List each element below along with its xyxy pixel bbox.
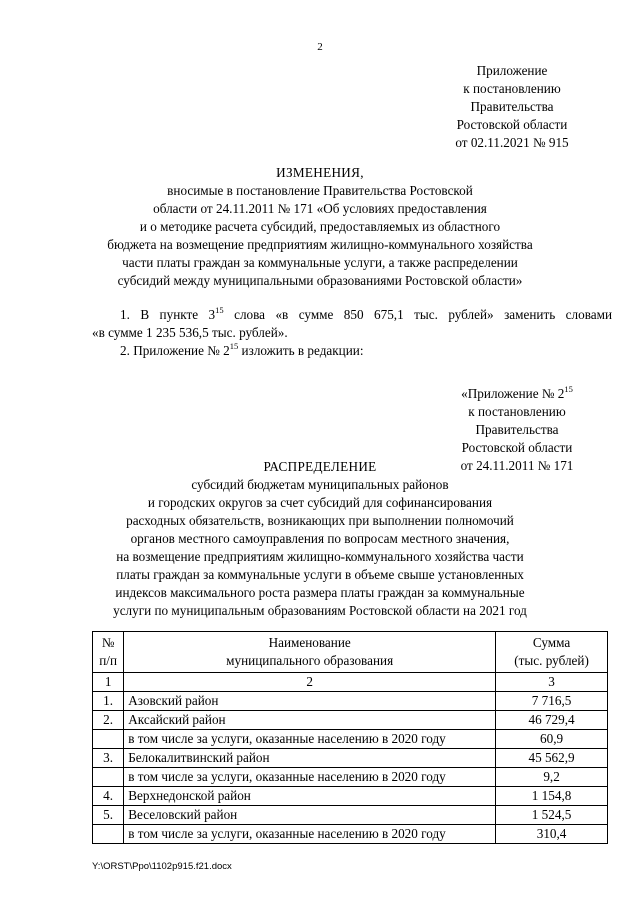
header-sum: [496, 632, 608, 673]
table-row: [93, 711, 608, 730]
row-name: Аксайский район: [124, 711, 496, 730]
paragraph-1-text-b: слова «в сумме 850 675,1 тыс. рублей» заменить словами: [223, 307, 613, 322]
paragraph-2: [92, 342, 612, 360]
distribution-line: органов местного самоуправления по вопросам местного значения,: [130, 531, 510, 546]
distribution-line: и городских округов за счет субсидий для софинансирования: [147, 495, 493, 510]
approval-block: [442, 62, 582, 152]
table-row: [93, 806, 608, 825]
appendix-line: Правительства: [475, 422, 559, 437]
row-sum: 1 524,5: [496, 806, 608, 825]
header-name: [124, 632, 496, 673]
row-number: 2.: [93, 711, 124, 730]
approval-line: Правительства: [470, 99, 554, 114]
row-name: Азовский район: [124, 692, 496, 711]
row-name: в том числе за услуги, оказанные населению в 2020 году: [124, 730, 496, 749]
approval-line: Ростовской области: [456, 117, 568, 132]
distribution-line: индексов максимального роста размера платы граждан за коммунальные: [115, 585, 525, 600]
row-number: 1.: [93, 692, 124, 711]
row-sum: 60,9: [496, 730, 608, 749]
title-line: и о методике расчета субсидий, предоставляемых из областного: [139, 219, 501, 234]
table-row: [93, 730, 608, 749]
header-name-line: муниципального образования: [226, 653, 394, 668]
row-number: [93, 730, 124, 749]
distribution-line: услуги по муниципальным образованиям Ростовской области на 2021 год: [113, 603, 527, 618]
appendix-sup: 15: [564, 384, 573, 394]
distribution-line: платы граждан за коммунальные услуги в объеме свыше установленных: [116, 567, 524, 582]
title-line: бюджета на возмещение предприятиям жилищно-коммунального хозяйства: [107, 237, 533, 252]
title-line: области от 24.11.2011 № 171 «Об условиях предоставления: [153, 201, 487, 216]
distribution-title: [70, 458, 570, 620]
table-row: [93, 692, 608, 711]
approval-line: от 02.11.2021 № 915: [455, 135, 569, 150]
row-sum: 46 729,4: [496, 711, 608, 730]
row-name: в том числе за услуги, оказанные населению в 2020 году: [124, 825, 496, 844]
appendix-line: «Приложение № 2: [461, 386, 565, 401]
distribution-line: на возмещение предприятиям жилищно-коммунального хозяйства части: [116, 549, 524, 564]
header-sum-line: (тыс. рублей): [514, 653, 589, 668]
header-name-line: Наименование: [268, 635, 351, 650]
row-name: в том числе за услуги, оказанные населению в 2020 году: [124, 768, 496, 787]
paragraph-1-line-2: «в сумме 1 235 536,5 тыс. рублей».: [92, 325, 288, 340]
paragraph-2-sup: 15: [229, 341, 239, 351]
row-sum: 1 154,8: [496, 787, 608, 806]
paragraph-1-sup: 15: [215, 305, 224, 315]
changes-heading: ИЗМЕНЕНИЯ,: [276, 165, 364, 180]
approval-line: к постановлению: [463, 81, 561, 96]
table-row: [93, 749, 608, 768]
header-number: [93, 632, 124, 673]
distribution-line: субсидий бюджетам муниципальных районов: [191, 477, 449, 492]
row-sum: 9,2: [496, 768, 608, 787]
header-sum-line: Сумма: [532, 635, 571, 650]
table-row: [93, 787, 608, 806]
approval-line: Приложение: [476, 63, 548, 78]
table-row: [93, 768, 608, 787]
row-number: 4.: [93, 787, 124, 806]
row-sum: 7 716,5: [496, 692, 608, 711]
appendix-line: от 24.11.2011 № 171: [460, 458, 574, 473]
title-line: части платы граждан за коммунальные услуги, а также распределении: [122, 255, 518, 270]
column-index: 1: [93, 673, 124, 692]
row-number: [93, 768, 124, 787]
row-name: Белокалитвинский район: [124, 749, 496, 768]
header-number-line: п/п: [99, 653, 117, 668]
file-path-footer: Y:\ORST\Ppo\1102p915.f21.docx: [92, 861, 232, 872]
row-name: Верхнедонской район: [124, 787, 496, 806]
column-index-row: [93, 673, 608, 692]
title-line: вносимые в постановление Правительства Ростовской: [167, 183, 473, 198]
paragraph-1-text-a: 1. В пункте 3: [120, 307, 216, 322]
title-line: субсидий между муниципальными образованиями Ростовской области»: [117, 273, 523, 288]
appendix-line: Ростовской области: [461, 440, 573, 455]
page-number: 2: [317, 41, 323, 53]
paragraph-2-text-a: 2. Приложение № 2: [120, 343, 230, 358]
distribution-line: расходных обязательств, возникающих при выполнении полномочий: [126, 513, 514, 528]
row-number: [93, 825, 124, 844]
changes-title: [90, 164, 550, 290]
row-sum: 310,4: [496, 825, 608, 844]
column-index: 3: [496, 673, 608, 692]
distribution-heading: РАСПРЕДЕЛЕНИЕ: [263, 459, 377, 474]
paragraph-1: [92, 306, 612, 342]
table-header-row: [93, 632, 608, 673]
distribution-table: [92, 631, 608, 844]
appendix-line: к постановлению: [468, 404, 566, 419]
row-number: 5.: [93, 806, 124, 825]
paragraph-2-text-b: изложить в редакции:: [238, 343, 364, 358]
row-name: Веселовский район: [124, 806, 496, 825]
table-row: [93, 825, 608, 844]
header-number-line: №: [101, 635, 115, 650]
row-number: 3.: [93, 749, 124, 768]
row-sum: 45 562,9: [496, 749, 608, 768]
column-index: 2: [124, 673, 496, 692]
